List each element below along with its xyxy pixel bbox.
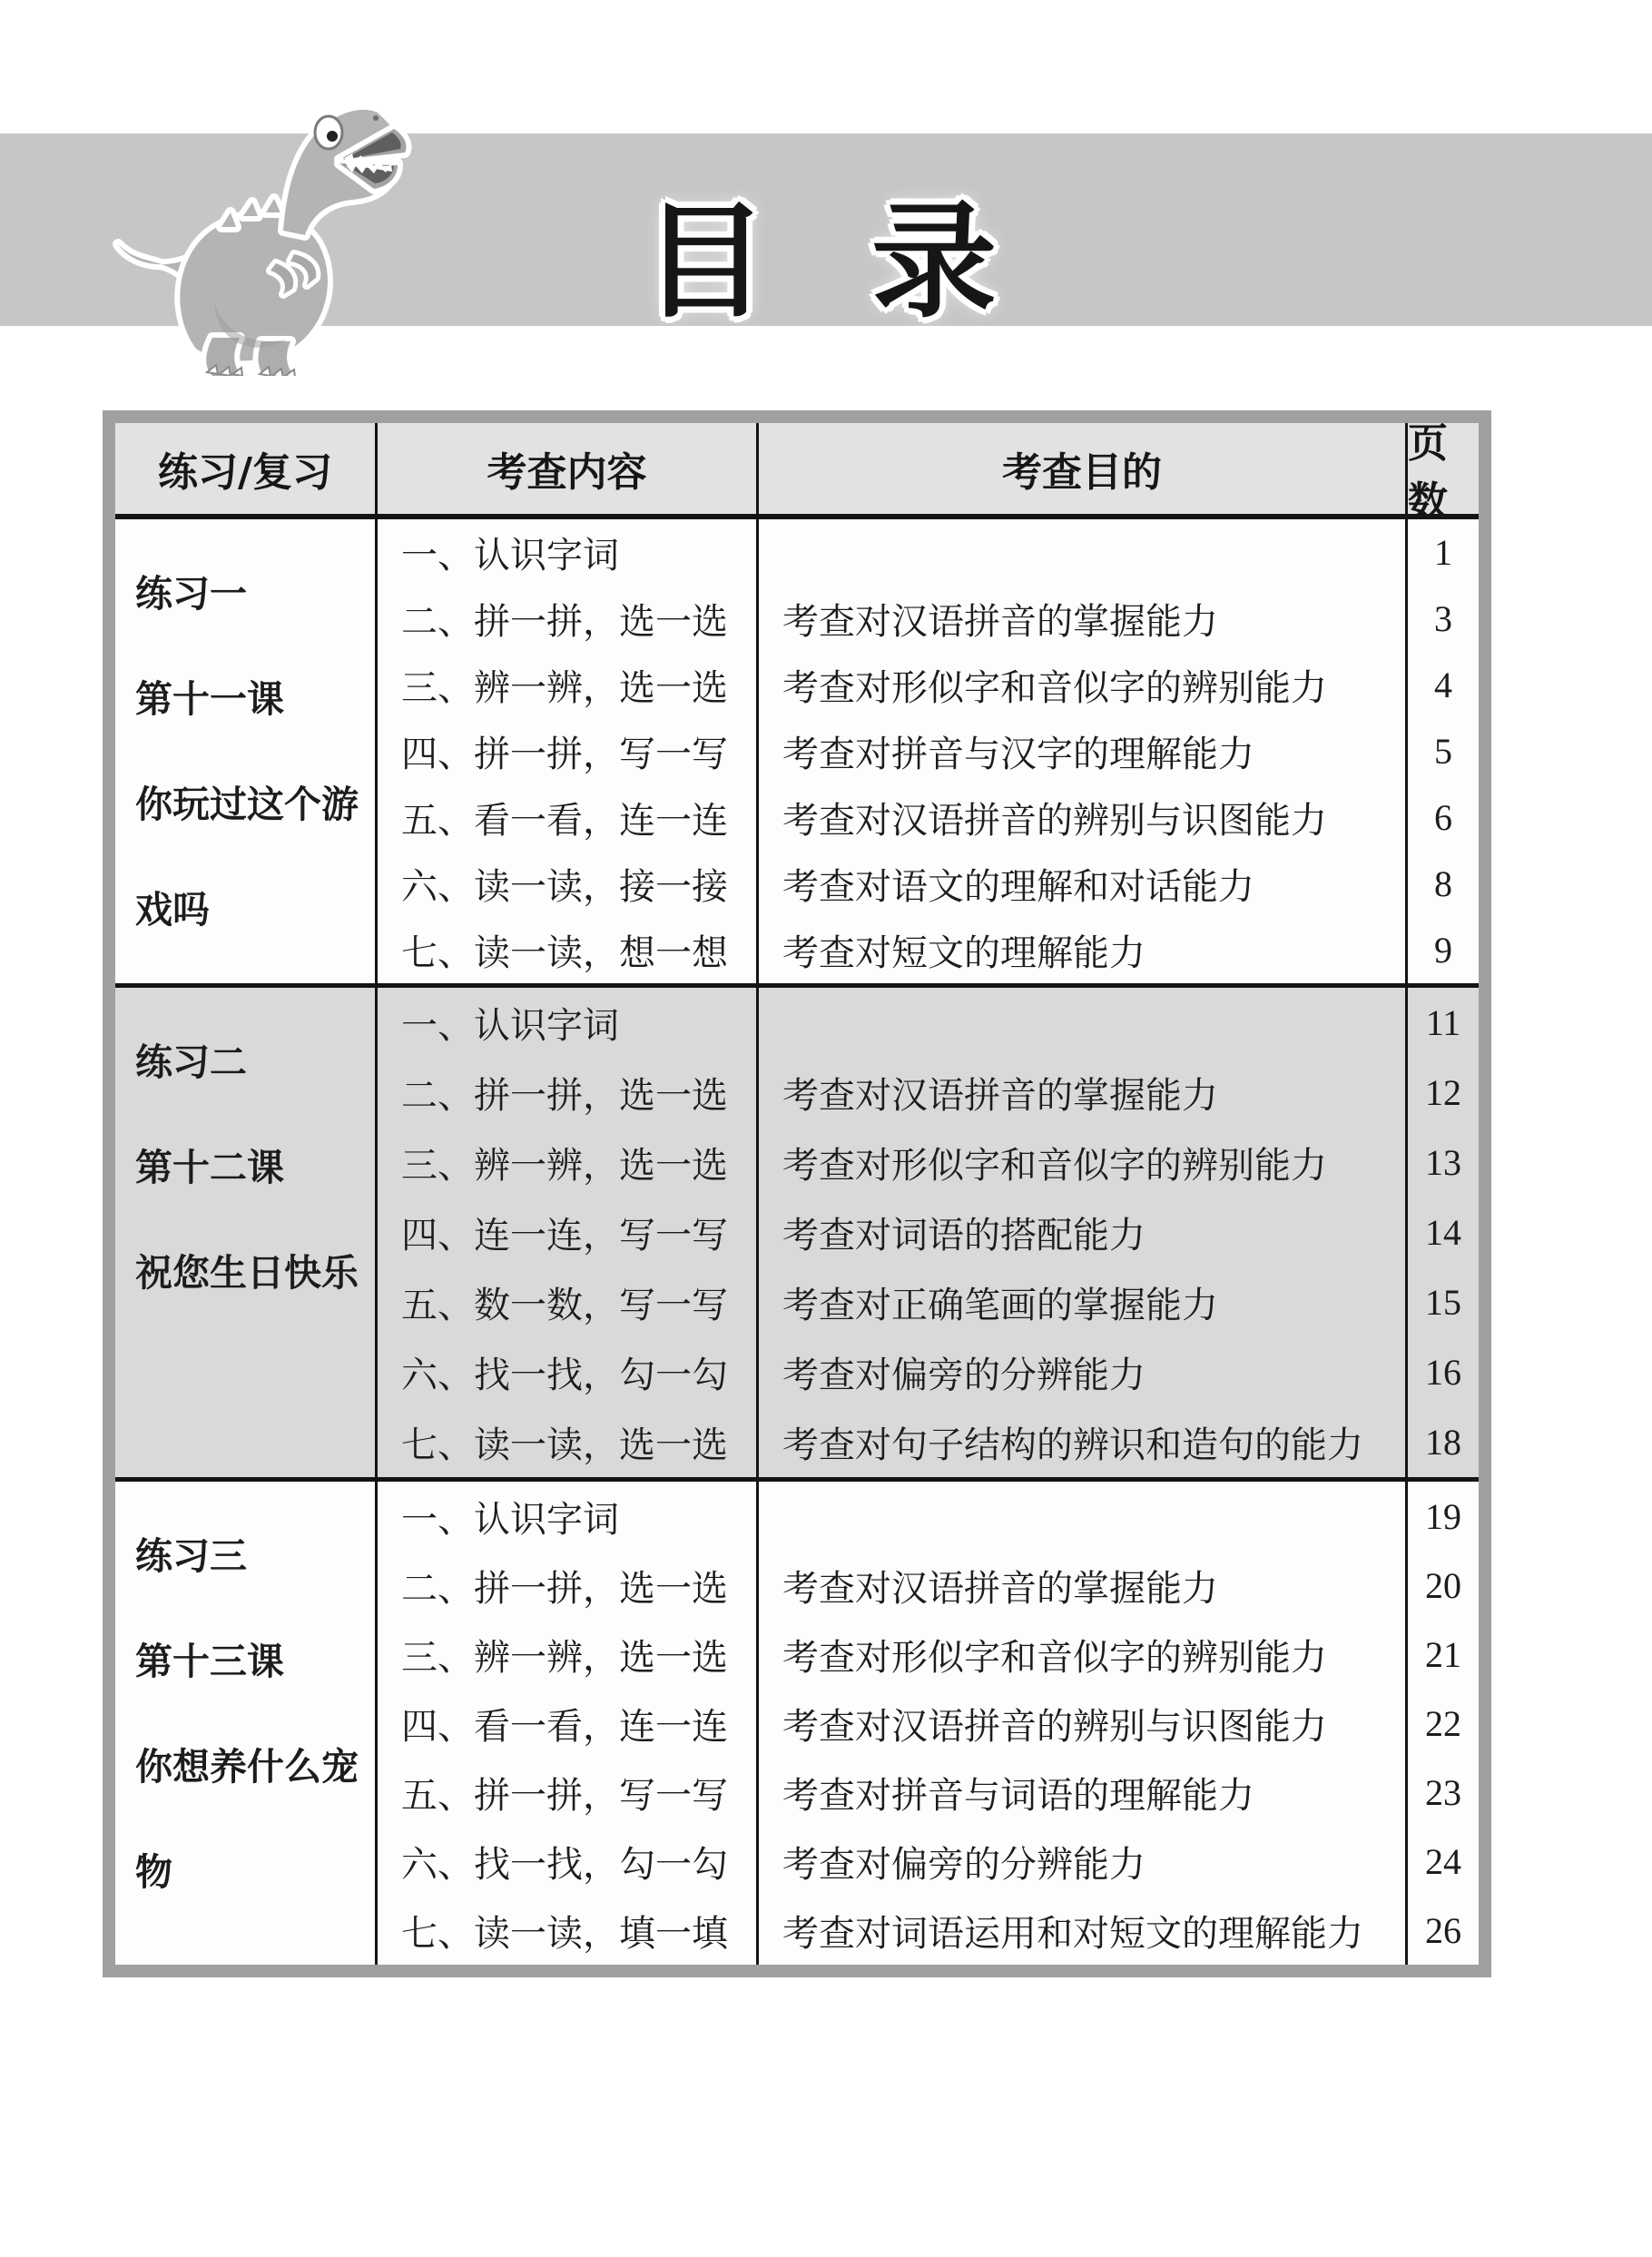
exercise-item: 一、认识字词 bbox=[375, 988, 756, 1058]
page-number: 20 bbox=[1405, 1551, 1479, 1620]
page-number: 6 bbox=[1405, 784, 1479, 851]
exercise-item: 六、读一读，接一接 bbox=[375, 851, 756, 917]
exercise-item: 四、拼一拼，写一写 bbox=[375, 718, 756, 784]
exercise-purpose: 考查对词语的搭配能力 bbox=[756, 1197, 1405, 1267]
exercise-item: 三、辨一辨，选一选 bbox=[375, 1128, 756, 1197]
exercise-item: 五、看一看，连一连 bbox=[375, 784, 756, 851]
page-number: 21 bbox=[1405, 1620, 1479, 1689]
page-number: 26 bbox=[1405, 1896, 1479, 1965]
page-number: 12 bbox=[1405, 1058, 1479, 1128]
header-exam-purpose: 考查目的 bbox=[756, 423, 1405, 514]
header-exercise-review: 练习/复习 bbox=[157, 449, 333, 496]
exercise-item: 五、数一数，写一写 bbox=[375, 1267, 756, 1337]
exercise-item: 三、辨一辨，选一选 bbox=[375, 652, 756, 718]
page-number: 1 bbox=[1405, 519, 1479, 586]
table-header-row bbox=[115, 420, 1479, 525]
exercise-purpose: 考查对短文的理解能力 bbox=[756, 917, 1405, 983]
exercise-purpose: 考查对正确笔画的掌握能力 bbox=[756, 1267, 1405, 1337]
exercise-purpose: 考查对语文的理解和对话能力 bbox=[756, 851, 1405, 917]
section-label bbox=[115, 988, 375, 1477]
exercise-purpose: 考查对偏旁的分辨能力 bbox=[756, 1337, 1405, 1407]
page-number: 4 bbox=[1405, 652, 1479, 718]
page-number: 5 bbox=[1405, 718, 1479, 784]
exercise-purpose: 考查对汉语拼音的掌握能力 bbox=[756, 1058, 1405, 1128]
header-page-count: 页数 bbox=[1405, 423, 1479, 514]
page-number: 9 bbox=[1405, 917, 1479, 983]
section-label-line: 练习二 bbox=[135, 1040, 247, 1084]
exercise-item: 二、拼一拼，选一选 bbox=[375, 1058, 756, 1128]
exercise-item: 二、拼一拼，选一选 bbox=[375, 586, 756, 652]
exercise-item: 四、连一连，写一写 bbox=[375, 1197, 756, 1267]
exercise-item: 三、辨一辨，选一选 bbox=[375, 1620, 756, 1689]
page-number: 22 bbox=[1405, 1689, 1479, 1758]
exercise-purpose: 考查对汉语拼音的辨别与识图能力 bbox=[756, 784, 1405, 851]
page-number: 3 bbox=[1405, 586, 1479, 652]
exercise-purpose: 考查对形似字和音似字的辨别能力 bbox=[756, 652, 1405, 718]
exercise-item: 二、拼一拼，选一选 bbox=[375, 1551, 756, 1620]
page-number: 11 bbox=[1405, 988, 1479, 1058]
exercise-item: 六、找一找，勾一勾 bbox=[375, 1827, 756, 1896]
exercise-purpose: 考查对偏旁的分辨能力 bbox=[756, 1827, 1405, 1896]
page-number: 24 bbox=[1405, 1827, 1479, 1896]
page-number: 15 bbox=[1405, 1267, 1479, 1337]
section-exercise-1 bbox=[115, 519, 1479, 988]
toc-table bbox=[103, 410, 1491, 1977]
section-exercise-2 bbox=[115, 988, 1479, 1482]
section-label-line: 第十三课 bbox=[135, 1640, 284, 1683]
section-label bbox=[115, 519, 375, 983]
exercise-purpose: 考查对形似字和音似字的辨别能力 bbox=[756, 1128, 1405, 1197]
page-number: 8 bbox=[1405, 851, 1479, 917]
section-exercise-3 bbox=[115, 1482, 1479, 1965]
exercise-item: 六、找一找，勾一勾 bbox=[375, 1337, 756, 1407]
section-label-line: 练习三 bbox=[135, 1534, 247, 1578]
exercise-purpose bbox=[756, 988, 1405, 1058]
page-number: 19 bbox=[1405, 1482, 1479, 1551]
exercise-purpose: 考查对拼音与词语的理解能力 bbox=[756, 1758, 1405, 1827]
section-label-line: 练习一 bbox=[135, 572, 247, 616]
page-number: 16 bbox=[1405, 1337, 1479, 1407]
exercise-item: 七、读一读，填一填 bbox=[375, 1896, 756, 1965]
header-exam-content: 考查内容 bbox=[375, 423, 756, 514]
exercise-purpose: 考查对汉语拼音的辨别与识图能力 bbox=[756, 1689, 1405, 1758]
exercise-item: 一、认识字词 bbox=[375, 519, 756, 586]
exercise-purpose bbox=[756, 519, 1405, 586]
page-number: 13 bbox=[1405, 1128, 1479, 1197]
exercise-purpose: 考查对句子结构的辨识和造句的能力 bbox=[756, 1407, 1405, 1477]
exercise-purpose bbox=[756, 1482, 1405, 1551]
exercise-item: 四、看一看，连一连 bbox=[375, 1689, 756, 1758]
section-label-line: 第十二课 bbox=[135, 1146, 284, 1189]
exercise-item: 七、读一读，想一想 bbox=[375, 917, 756, 983]
section-label-line: 你想养什么宠物 bbox=[135, 1745, 359, 1894]
exercise-item: 一、认识字词 bbox=[375, 1482, 756, 1551]
page-title: 目 录 bbox=[642, 189, 1010, 335]
exercise-item: 七、读一读，选一选 bbox=[375, 1407, 756, 1477]
exercise-purpose: 考查对形似字和音似字的辨别能力 bbox=[756, 1620, 1405, 1689]
exercise-purpose: 考查对汉语拼音的掌握能力 bbox=[756, 1551, 1405, 1620]
exercise-purpose: 考查对拼音与汉字的理解能力 bbox=[756, 718, 1405, 784]
exercise-purpose: 考查对汉语拼音的掌握能力 bbox=[756, 586, 1405, 652]
page-number: 23 bbox=[1405, 1758, 1479, 1827]
page-number: 14 bbox=[1405, 1197, 1479, 1267]
exercise-item: 五、拼一拼，写一写 bbox=[375, 1758, 756, 1827]
section-label bbox=[115, 1482, 375, 1965]
section-label-line: 你玩过这个游戏吗 bbox=[135, 783, 359, 931]
section-label-line: 祝您生日快乐 bbox=[135, 1251, 359, 1295]
page-number: 18 bbox=[1405, 1407, 1479, 1477]
exercise-purpose: 考查对词语运用和对短文的理解能力 bbox=[756, 1896, 1405, 1965]
section-label-line: 第十一课 bbox=[135, 677, 284, 721]
